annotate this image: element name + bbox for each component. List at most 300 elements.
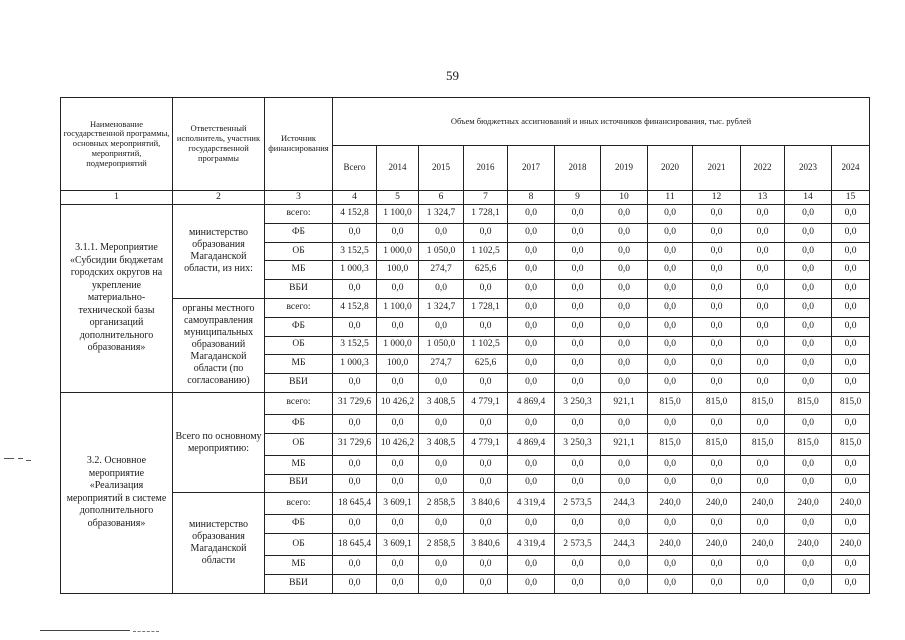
funding-source: ФБ <box>265 515 333 534</box>
funding-source: ВБИ <box>265 574 333 593</box>
year-value: 0,0 <box>555 556 601 575</box>
year-value: 0,0 <box>741 336 785 355</box>
total-value: 4 152,8 <box>333 205 377 224</box>
year-value: 240,0 <box>648 534 693 556</box>
year-value: 815,0 <box>693 392 741 414</box>
funding-source: ФБ <box>265 223 333 242</box>
executor-name: министерство образования Магаданской области, из них: <box>173 205 265 299</box>
total-value: 0,0 <box>333 455 377 474</box>
year-value: 0,0 <box>648 223 693 242</box>
year-value: 0,0 <box>785 515 832 534</box>
year-value: 0,0 <box>741 414 785 433</box>
year-value: 4 779,1 <box>464 392 508 414</box>
year-value: 10 426,2 <box>377 392 419 414</box>
year-value: 3 250,3 <box>555 392 601 414</box>
year-value: 1 102,5 <box>464 336 508 355</box>
year-value: 1 728,1 <box>464 205 508 224</box>
table-row <box>61 493 870 515</box>
table-row <box>61 298 870 317</box>
year-value: 1 000,0 <box>377 242 419 261</box>
total-value: 4 152,8 <box>333 298 377 317</box>
year-value: 0,0 <box>693 280 741 299</box>
year-value: 3 408,5 <box>419 433 464 455</box>
year-value: 0,0 <box>377 280 419 299</box>
year-value: 0,0 <box>832 574 870 593</box>
year-value: 240,0 <box>785 493 832 515</box>
year-value: 0,0 <box>785 455 832 474</box>
funding-source: ВБИ <box>265 374 333 393</box>
year-value: 0,0 <box>508 317 555 336</box>
footer-rule <box>40 630 130 631</box>
year-value: 240,0 <box>832 493 870 515</box>
year-value: 815,0 <box>693 433 741 455</box>
year-value: 0,0 <box>601 298 648 317</box>
year-value: 0,0 <box>648 474 693 493</box>
header-col-2015: 2015 <box>419 146 464 191</box>
year-value: 0,0 <box>601 261 648 280</box>
year-value: 0,0 <box>741 261 785 280</box>
header-source: Источник финансирования <box>265 98 333 191</box>
year-value: 0,0 <box>555 317 601 336</box>
year-value: 240,0 <box>693 534 741 556</box>
year-value: 0,0 <box>601 414 648 433</box>
year-value: 0,0 <box>832 414 870 433</box>
column-number: 15 <box>832 191 870 205</box>
margin-mark <box>26 460 31 461</box>
year-value: 0,0 <box>832 474 870 493</box>
year-value: 0,0 <box>648 515 693 534</box>
total-value: 1 000,3 <box>333 261 377 280</box>
year-value: 100,0 <box>377 355 419 374</box>
total-value: 0,0 <box>333 374 377 393</box>
year-value: 815,0 <box>648 392 693 414</box>
year-value: 0,0 <box>832 205 870 224</box>
year-value: 0,0 <box>601 280 648 299</box>
table-row <box>61 205 870 224</box>
funding-source: всего: <box>265 298 333 317</box>
year-value: 0,0 <box>785 317 832 336</box>
year-value: 815,0 <box>785 433 832 455</box>
year-value: 0,0 <box>464 223 508 242</box>
year-value: 0,0 <box>648 455 693 474</box>
year-value: 0,0 <box>377 474 419 493</box>
year-value: 0,0 <box>785 336 832 355</box>
total-value: 0,0 <box>333 414 377 433</box>
year-value: 1 102,5 <box>464 242 508 261</box>
column-number: 3 <box>265 191 333 205</box>
year-value: 0,0 <box>601 336 648 355</box>
year-value: 0,0 <box>693 414 741 433</box>
year-value: 0,0 <box>508 515 555 534</box>
executor-name: министерство образования Магаданской области <box>173 493 265 593</box>
year-value: 0,0 <box>508 474 555 493</box>
year-value: 0,0 <box>693 515 741 534</box>
year-value: 0,0 <box>508 261 555 280</box>
year-value: 244,3 <box>601 534 648 556</box>
year-value: 0,0 <box>601 374 648 393</box>
page-number: 59 <box>446 68 459 83</box>
total-value: 1 000,3 <box>333 355 377 374</box>
year-value: 10 426,2 <box>377 433 419 455</box>
funding-source: ОБ <box>265 433 333 455</box>
year-value: 0,0 <box>377 374 419 393</box>
year-value: 0,0 <box>785 374 832 393</box>
year-value: 0,0 <box>741 280 785 299</box>
year-value: 0,0 <box>464 374 508 393</box>
year-value: 0,0 <box>508 242 555 261</box>
year-value: 0,0 <box>419 574 464 593</box>
year-value: 2 573,5 <box>555 493 601 515</box>
total-value: 0,0 <box>333 556 377 575</box>
table-row <box>61 392 870 414</box>
year-value: 0,0 <box>555 374 601 393</box>
column-number: 8 <box>508 191 555 205</box>
year-value: 0,0 <box>377 223 419 242</box>
total-value: 0,0 <box>333 280 377 299</box>
column-number: 9 <box>555 191 601 205</box>
year-value: 815,0 <box>832 433 870 455</box>
year-value: 240,0 <box>741 534 785 556</box>
total-value: 0,0 <box>333 474 377 493</box>
total-value: 18 645,4 <box>333 534 377 556</box>
year-value: 0,0 <box>832 374 870 393</box>
year-value: 0,0 <box>464 474 508 493</box>
header-col-total: Всего <box>333 146 377 191</box>
year-value: 0,0 <box>601 556 648 575</box>
year-value: 0,0 <box>832 556 870 575</box>
year-value: 921,1 <box>601 392 648 414</box>
total-value: 0,0 <box>333 574 377 593</box>
funding-source: ВБИ <box>265 474 333 493</box>
year-value: 815,0 <box>648 433 693 455</box>
column-number: 6 <box>419 191 464 205</box>
header-col-2014: 2014 <box>377 146 419 191</box>
total-value: 18 645,4 <box>333 493 377 515</box>
year-value: 240,0 <box>648 493 693 515</box>
year-value: 0,0 <box>508 205 555 224</box>
year-value: 0,0 <box>555 455 601 474</box>
funding-source: ВБИ <box>265 280 333 299</box>
year-value: 0,0 <box>464 515 508 534</box>
total-value: 31 729,6 <box>333 433 377 455</box>
column-number: 1 <box>61 191 173 205</box>
year-value: 0,0 <box>508 574 555 593</box>
year-value: 0,0 <box>601 455 648 474</box>
year-value: 625,6 <box>464 261 508 280</box>
year-value: 0,0 <box>648 414 693 433</box>
year-value: 0,0 <box>419 515 464 534</box>
year-value: 0,0 <box>693 556 741 575</box>
header-name: Наименование государственной программы, основных мероприятий, мероприятий, подмероприятий <box>61 98 173 191</box>
year-value: 0,0 <box>464 574 508 593</box>
column-number: 11 <box>648 191 693 205</box>
column-number: 14 <box>785 191 832 205</box>
year-value: 0,0 <box>785 298 832 317</box>
year-value: 0,0 <box>693 574 741 593</box>
year-value: 0,0 <box>555 223 601 242</box>
header-col-2018: 2018 <box>555 146 601 191</box>
year-value: 0,0 <box>832 336 870 355</box>
header-col-2023: 2023 <box>785 146 832 191</box>
year-value: 4 869,4 <box>508 392 555 414</box>
year-value: 0,0 <box>419 280 464 299</box>
year-value: 0,0 <box>648 336 693 355</box>
year-value: 2 858,5 <box>419 534 464 556</box>
year-value: 0,0 <box>832 223 870 242</box>
year-value: 0,0 <box>419 474 464 493</box>
executor-name: органы местного самоуправления муниципальных образований Магаданской области (по согласованию) <box>173 298 265 392</box>
year-value: 0,0 <box>741 298 785 317</box>
margin-mark <box>18 458 23 459</box>
header-col-2021: 2021 <box>693 146 741 191</box>
year-value: 3 408,5 <box>419 392 464 414</box>
funding-source: МБ <box>265 261 333 280</box>
year-value: 0,0 <box>508 414 555 433</box>
year-value: 0,0 <box>785 574 832 593</box>
year-value: 0,0 <box>555 355 601 374</box>
year-value: 0,0 <box>648 280 693 299</box>
year-value: 240,0 <box>741 493 785 515</box>
header-col-2019: 2019 <box>601 146 648 191</box>
year-value: 0,0 <box>419 223 464 242</box>
year-value: 0,0 <box>693 336 741 355</box>
year-value: 0,0 <box>555 414 601 433</box>
year-value: 0,0 <box>601 474 648 493</box>
column-number: 5 <box>377 191 419 205</box>
year-value: 815,0 <box>832 392 870 414</box>
year-value: 244,3 <box>601 493 648 515</box>
funding-source: ФБ <box>265 414 333 433</box>
funding-source: ФБ <box>265 317 333 336</box>
year-value: 0,0 <box>785 414 832 433</box>
column-number: 10 <box>601 191 648 205</box>
year-value: 100,0 <box>377 261 419 280</box>
year-value: 0,0 <box>419 374 464 393</box>
footer-rule-dashed <box>133 631 159 632</box>
margin-mark <box>4 458 14 459</box>
year-value: 0,0 <box>555 574 601 593</box>
year-value: 0,0 <box>419 414 464 433</box>
year-value: 0,0 <box>693 455 741 474</box>
year-value: 0,0 <box>832 242 870 261</box>
year-value: 0,0 <box>601 355 648 374</box>
year-value: 0,0 <box>377 317 419 336</box>
year-value: 0,0 <box>648 574 693 593</box>
year-value: 0,0 <box>377 556 419 575</box>
year-value: 0,0 <box>601 205 648 224</box>
year-value: 0,0 <box>419 317 464 336</box>
year-value: 240,0 <box>785 534 832 556</box>
year-value: 0,0 <box>741 205 785 224</box>
year-value: 0,0 <box>648 242 693 261</box>
year-value: 0,0 <box>555 261 601 280</box>
year-value: 815,0 <box>741 392 785 414</box>
funding-source: МБ <box>265 355 333 374</box>
year-value: 0,0 <box>648 205 693 224</box>
funding-source: ОБ <box>265 336 333 355</box>
year-value: 0,0 <box>741 474 785 493</box>
executor-name: Всего по основному мероприятию: <box>173 392 265 492</box>
year-value: 0,0 <box>508 280 555 299</box>
year-value: 0,0 <box>555 298 601 317</box>
year-value: 1 050,0 <box>419 242 464 261</box>
year-value: 0,0 <box>741 242 785 261</box>
year-value: 0,0 <box>419 455 464 474</box>
funding-source: всего: <box>265 392 333 414</box>
total-value: 3 152,5 <box>333 242 377 261</box>
year-value: 0,0 <box>464 317 508 336</box>
year-value: 0,0 <box>741 374 785 393</box>
year-value: 921,1 <box>601 433 648 455</box>
year-value: 0,0 <box>693 355 741 374</box>
funding-source: ОБ <box>265 534 333 556</box>
year-value: 3 250,3 <box>555 433 601 455</box>
column-number: 13 <box>741 191 785 205</box>
year-value: 0,0 <box>464 455 508 474</box>
header-col-2024: 2024 <box>832 146 870 191</box>
year-value: 1 050,0 <box>419 336 464 355</box>
funding-source: всего: <box>265 493 333 515</box>
year-value: 240,0 <box>832 534 870 556</box>
year-value: 1 324,7 <box>419 205 464 224</box>
total-value: 0,0 <box>333 317 377 336</box>
year-value: 0,0 <box>464 414 508 433</box>
year-value: 0,0 <box>693 474 741 493</box>
year-value: 0,0 <box>601 223 648 242</box>
year-value: 0,0 <box>601 317 648 336</box>
year-value: 3 840,6 <box>464 534 508 556</box>
total-value: 0,0 <box>333 223 377 242</box>
year-value: 0,0 <box>785 261 832 280</box>
year-value: 0,0 <box>648 298 693 317</box>
year-value: 0,0 <box>785 280 832 299</box>
year-value: 0,0 <box>693 223 741 242</box>
year-value: 2 573,5 <box>555 534 601 556</box>
year-value: 0,0 <box>648 317 693 336</box>
year-value: 0,0 <box>508 355 555 374</box>
year-value: 0,0 <box>741 574 785 593</box>
measure-name: 3.1.1. Мероприятие «Субсидии бюджетам городских округов на укрепление материально-технической базы организаций дополнительного образования» <box>61 205 173 393</box>
year-value: 0,0 <box>832 298 870 317</box>
year-value: 0,0 <box>648 355 693 374</box>
column-number: 4 <box>333 191 377 205</box>
header-col-2016: 2016 <box>464 146 508 191</box>
year-value: 1 728,1 <box>464 298 508 317</box>
funding-source: ОБ <box>265 242 333 261</box>
year-value: 0,0 <box>555 205 601 224</box>
year-value: 274,7 <box>419 261 464 280</box>
year-value: 0,0 <box>419 556 464 575</box>
year-value: 0,0 <box>693 261 741 280</box>
funding-source: МБ <box>265 455 333 474</box>
year-value: 0,0 <box>648 261 693 280</box>
year-value: 0,0 <box>832 280 870 299</box>
year-value: 0,0 <box>693 298 741 317</box>
year-value: 0,0 <box>377 515 419 534</box>
year-value: 274,7 <box>419 355 464 374</box>
year-value: 0,0 <box>832 515 870 534</box>
year-value: 0,0 <box>648 374 693 393</box>
year-value: 0,0 <box>508 374 555 393</box>
year-value: 1 100,0 <box>377 298 419 317</box>
year-value: 0,0 <box>785 242 832 261</box>
year-value: 0,0 <box>555 280 601 299</box>
year-value: 3 609,1 <box>377 534 419 556</box>
year-value: 0,0 <box>601 515 648 534</box>
year-value: 0,0 <box>508 336 555 355</box>
year-value: 4 319,4 <box>508 534 555 556</box>
year-value: 0,0 <box>832 355 870 374</box>
year-value: 0,0 <box>648 556 693 575</box>
measure-name: 3.2. Основное мероприятие «Реализация мероприятий в системе дополнительного образования» <box>61 392 173 593</box>
funding-source: всего: <box>265 205 333 224</box>
column-number: 7 <box>464 191 508 205</box>
header-volume: Объем бюджетных ассигнований и иных источников финансирования, тыс. рублей <box>333 98 870 146</box>
year-value: 0,0 <box>377 455 419 474</box>
year-value: 0,0 <box>832 317 870 336</box>
total-value: 31 729,6 <box>333 392 377 414</box>
year-value: 0,0 <box>832 455 870 474</box>
financing-table <box>60 97 870 594</box>
year-value: 240,0 <box>693 493 741 515</box>
year-value: 0,0 <box>508 298 555 317</box>
column-number: 12 <box>693 191 741 205</box>
year-value: 1 100,0 <box>377 205 419 224</box>
year-value: 0,0 <box>693 205 741 224</box>
header-executor: Ответственный исполнитель, участник государственной программы <box>173 98 265 191</box>
year-value: 4 869,4 <box>508 433 555 455</box>
year-value: 0,0 <box>785 474 832 493</box>
year-value: 1 324,7 <box>419 298 464 317</box>
year-value: 0,0 <box>785 223 832 242</box>
year-value: 0,0 <box>785 205 832 224</box>
year-value: 0,0 <box>693 317 741 336</box>
year-value: 0,0 <box>741 317 785 336</box>
year-value: 1 000,0 <box>377 336 419 355</box>
year-value: 0,0 <box>508 556 555 575</box>
year-value: 4 779,1 <box>464 433 508 455</box>
header-col-2017: 2017 <box>508 146 555 191</box>
year-value: 3 609,1 <box>377 493 419 515</box>
year-value: 0,0 <box>741 515 785 534</box>
year-value: 0,0 <box>785 556 832 575</box>
year-value: 0,0 <box>601 574 648 593</box>
year-value: 0,0 <box>741 355 785 374</box>
year-value: 0,0 <box>555 474 601 493</box>
year-value: 625,6 <box>464 355 508 374</box>
year-value: 0,0 <box>741 223 785 242</box>
year-value: 0,0 <box>464 556 508 575</box>
year-value: 815,0 <box>785 392 832 414</box>
year-value: 0,0 <box>555 515 601 534</box>
year-value: 0,0 <box>601 242 648 261</box>
year-value: 0,0 <box>693 242 741 261</box>
year-value: 0,0 <box>464 280 508 299</box>
year-value: 0,0 <box>741 556 785 575</box>
header-col-2022: 2022 <box>741 146 785 191</box>
year-value: 2 858,5 <box>419 493 464 515</box>
year-value: 0,0 <box>741 455 785 474</box>
year-value: 3 840,6 <box>464 493 508 515</box>
year-value: 0,0 <box>377 414 419 433</box>
year-value: 0,0 <box>693 374 741 393</box>
year-value: 0,0 <box>508 223 555 242</box>
total-value: 3 152,5 <box>333 336 377 355</box>
year-value: 0,0 <box>555 242 601 261</box>
year-value: 0,0 <box>508 455 555 474</box>
year-value: 0,0 <box>377 574 419 593</box>
year-value: 815,0 <box>741 433 785 455</box>
